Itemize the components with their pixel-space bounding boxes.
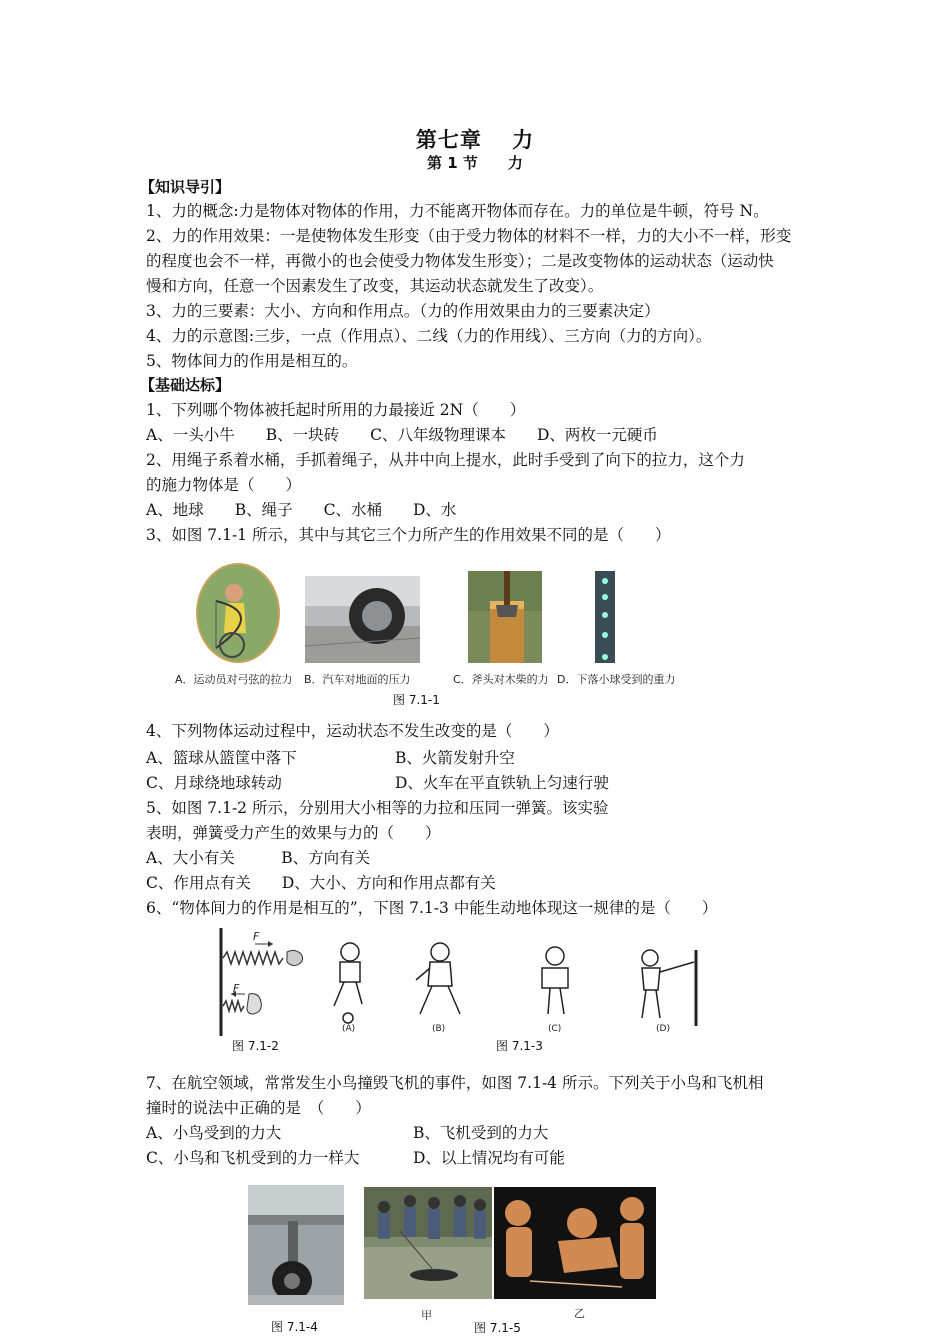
question-4-option-d: D、火车在平直铁轨上匀速行驶 (395, 774, 609, 792)
cartoon-label-d: (D) (656, 1024, 670, 1034)
question-4-option-a: A、篮球从篮筐中落下 (146, 749, 297, 767)
spring-force-label-top: F (253, 930, 260, 943)
fig-7-1-3-label: 图 7.1-3 (496, 1039, 543, 1053)
archer-photo (196, 563, 280, 663)
knowledge-line: 的程度也会不一样，再微小的也会使受力物体发生形变）；二是改变物体的运动状态（运动快 (146, 252, 774, 270)
question-4-option-c: C、月球绕地球转动 (146, 774, 282, 792)
interaction-cartoons (320, 940, 700, 1036)
fig5-label-jia: 甲 (421, 1309, 432, 1322)
question-5-cont: 表明，弹簧受力产生的效果与力的（ ） (146, 824, 441, 842)
knowledge-line: 4、力的示意图:三步，一点（作用点）、二线（力的作用线）、三方向（力的方向）。 (146, 327, 712, 345)
spring-figure (215, 928, 311, 1036)
question-1: 1、下列哪个物体被托起时所用的力最接近 2N（ ） (146, 401, 526, 419)
question-4: 4、下列物体运动过程中，运动状态不发生改变的是（ ） (146, 722, 559, 740)
question-1-options: A、一头小牛 B、一块砖 C、八年级物理课本 D、两枚一元硬币 (146, 426, 658, 444)
knowledge-line: 慢和方向，任意一个因素发生了改变，其运动状态就发生了改变）。 (146, 277, 604, 295)
fig-7-1-1-label: 图 7.1-1 (393, 693, 440, 707)
clay-figures-photo (494, 1187, 656, 1299)
chapter-title: 第七章 力 (415, 128, 535, 152)
axe-wood-photo (468, 571, 542, 663)
question-6: 6、“物体间力的作用是相互的”，下图 7.1-3 中能生动地体现这一规律的是（ ） (146, 899, 718, 917)
question-5: 5、如图 7.1-2 所示，分别用大小相等的力拉和压同一弹簧。该实验 (146, 799, 609, 817)
fig1-caption-b: B．汽车对地面的压力 (304, 673, 411, 686)
question-7-option-b: B、飞机受到的力大 (413, 1124, 549, 1142)
fig1-caption-c: C．斧头对木柴的力 (453, 673, 549, 686)
aircraft-gear-photo (248, 1185, 344, 1305)
fig-7-1-4-label: 图 7.1-4 (271, 1320, 318, 1334)
section-title: 第 1 节 力 (427, 154, 523, 172)
knowledge-line: 5、物体间力的作用是相互的。 (146, 352, 358, 370)
question-2: 2、用绳子系着水桶，手抓着绳子，从井中向上提水，此时手受到了向下的拉力，这个力 (146, 451, 745, 469)
car-tire-photo (305, 576, 420, 663)
knowledge-line: 2、力的作用效果：一是使物体发生形变（由于受力物体的材料不一样，力的大小不一样，形变 (146, 227, 792, 245)
question-4-option-b: B、火箭发射升空 (395, 749, 515, 767)
cartoon-label-b: (B) (432, 1024, 446, 1034)
falling-ball-photo (595, 571, 615, 663)
question-3: 3、如图 7.1-1 所示，其中与其它三个力所产生的作用效果不同的是（ ） (146, 526, 671, 544)
fig1-caption-a: A．运动员对弓弦的拉力 (175, 673, 293, 686)
question-7-option-a: A、小鸟受到的力大 (146, 1124, 282, 1142)
question-7: 7、在航空领域，常常发生小鸟撞毁飞机的事件，如图 7.1-4 所示。下列关于小鸟和飞机相 (146, 1074, 764, 1092)
cartoon-label-c: (C) (548, 1024, 562, 1034)
basic-heading: 【基础达标】 (140, 376, 231, 394)
spring-force-label-bottom: F (233, 982, 240, 995)
question-2-options: A、地球 B、绳子 C、水桶 D、水 (146, 501, 457, 519)
question-7-option-c: C、小鸟和飞机受到的力一样大 (146, 1149, 360, 1167)
fig1-caption-d: D．下落小球受到的重力 (557, 673, 676, 686)
question-5-options-ab: A、大小有关 B、方向有关 (146, 849, 371, 867)
fig-7-1-5-label: 图 7.1-5 (474, 1321, 521, 1335)
fig5-label-yi: 乙 (574, 1307, 585, 1320)
knowledge-heading: 【知识导引】 (140, 178, 231, 196)
question-7-cont: 撞时的说法中正确的是 （ ） (146, 1099, 371, 1117)
knowledge-line: 3、力的三要素：大小、方向和作用点。（力的作用效果由力的三要素决定） (146, 302, 660, 320)
question-7-option-d: D、以上情况均有可能 (413, 1149, 565, 1167)
crowd-photo (364, 1187, 492, 1299)
fig-7-1-2-label: 图 7.1-2 (232, 1039, 279, 1053)
question-5-options-cd: C、作用点有关 D、大小、方向和作用点都有关 (146, 874, 496, 892)
knowledge-line: 1、力的概念:力是物体对物体的作用，力不能离开物体而存在。力的单位是牛顿，符号 N。 (146, 202, 769, 220)
question-2-cont: 的施力物体是（ ） (146, 476, 302, 494)
cartoon-label-a: (A) (342, 1024, 356, 1034)
